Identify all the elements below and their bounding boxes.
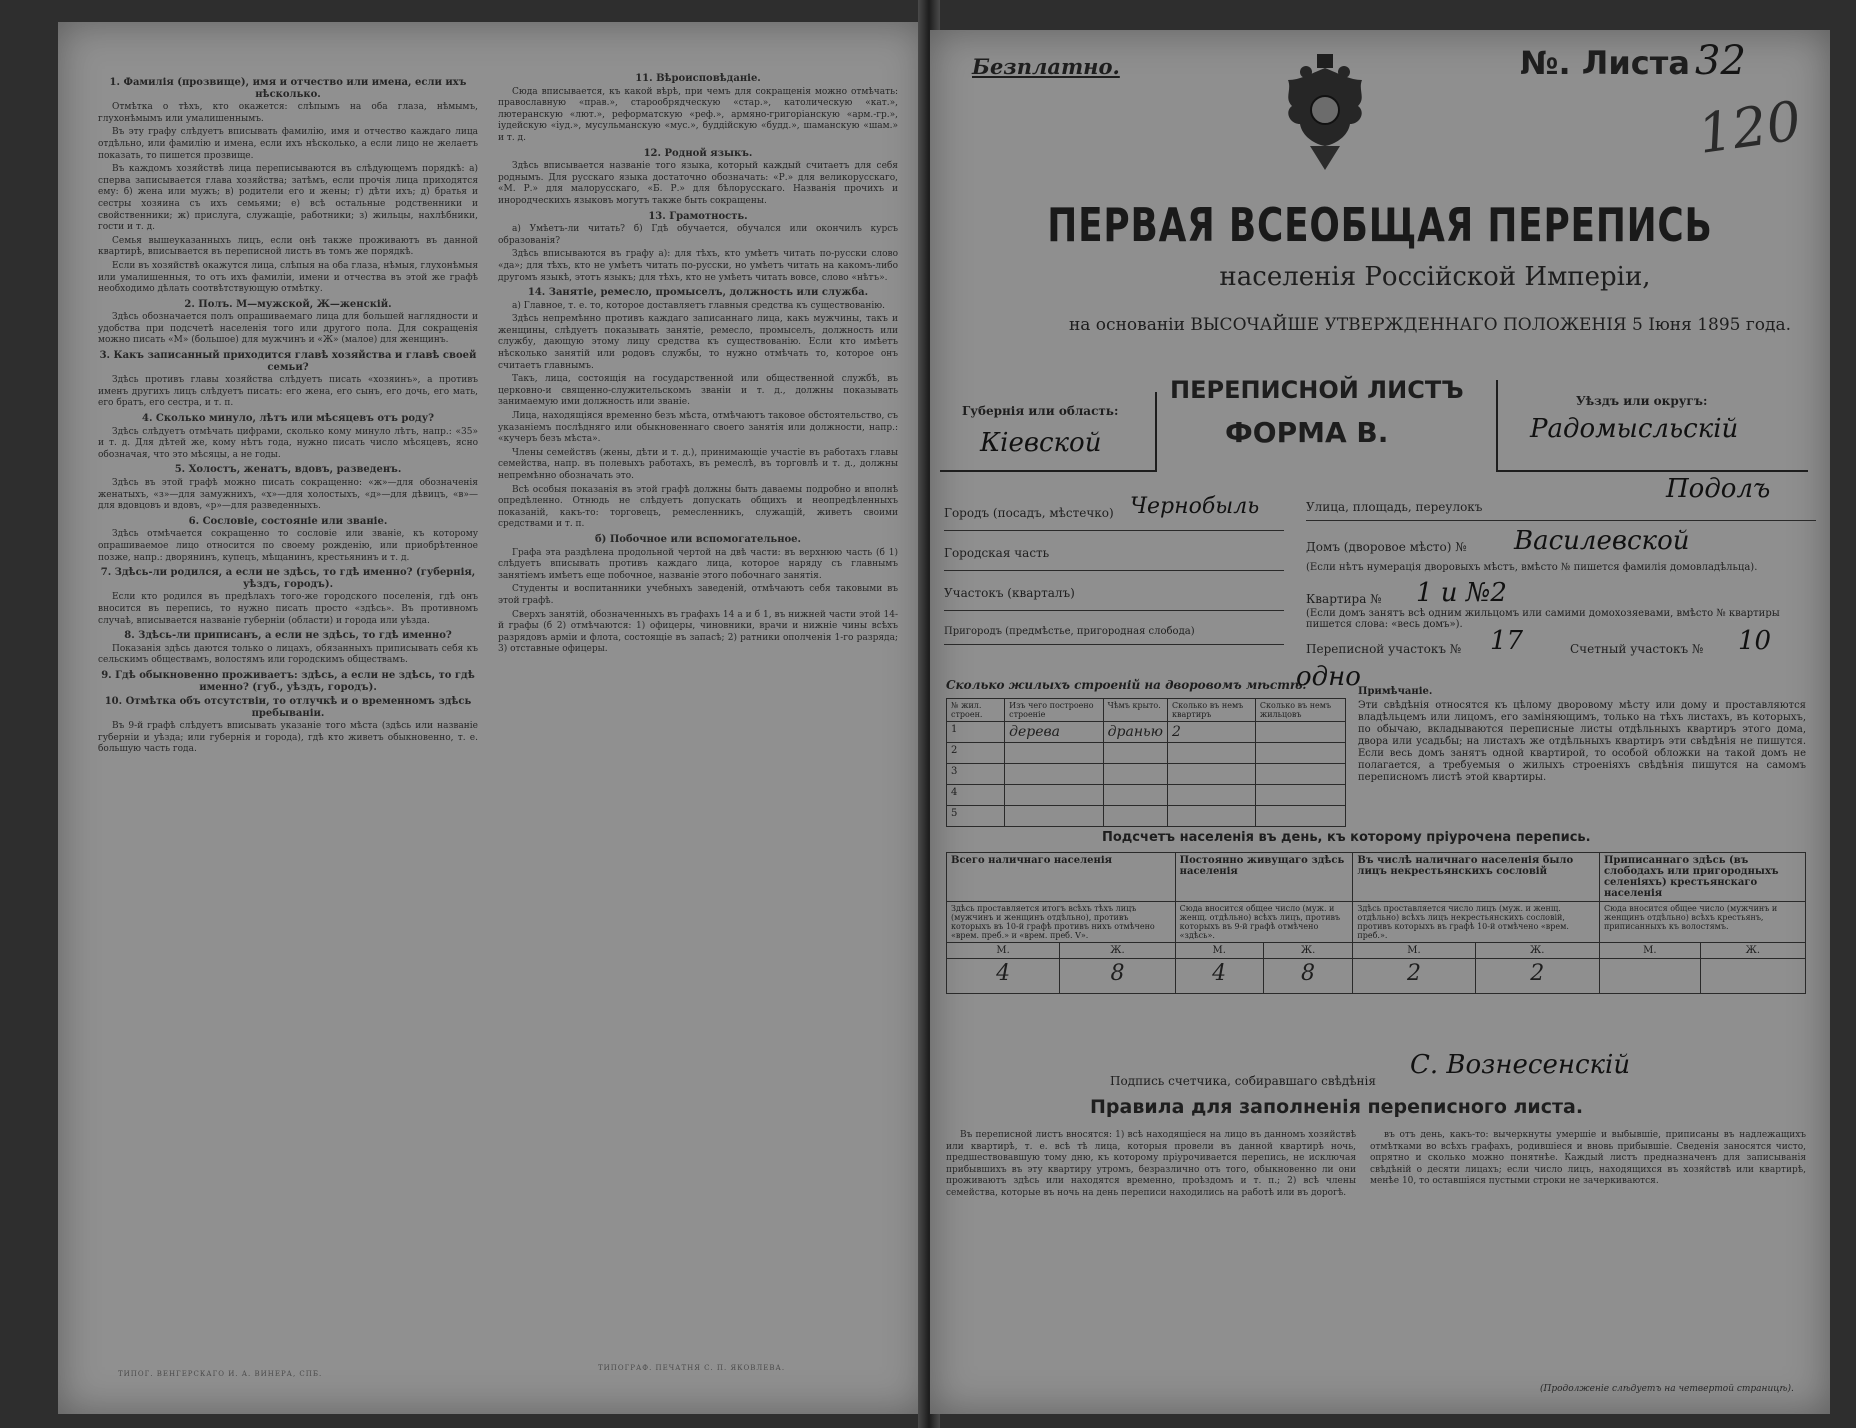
buildings-cell-n: 2 [947,743,1005,764]
mid-printer-mark: ТИПОГРАФ. ПЕЧАТНЯ С. П. ЯКОВЛЕВА. [598,1364,786,1372]
archive-number: 120 [1694,89,1805,166]
section-paragraph: Здѣсь непремѣнно противъ каждаго записаннаго лица, какъ мужчины, такъ и женщины, слѣдуетъ показывать занятіе, ремесло, промыселъ, должность или службу, дающую этому лицу средства къ существованію. Если кто имѣетъ нѣсколько занятій или родовъ службы, то нужно отмѣчать то, которое онъ считаетъ главнымъ. [498,314,898,371]
female-label: Ж. [1263,943,1353,959]
right-page [930,30,1830,1414]
buildings-cell-kv [1168,785,1256,806]
gorod-value: Чернобыль [1130,494,1260,519]
buildings-table [946,698,1346,827]
population-value-cell: 2 [1475,959,1599,994]
chast-label: Городская часть [944,546,1050,560]
section-paragraph: Семья вышеуказанныхъ лицъ, если онѣ также проживаютъ въ данной квартирѣ, вписывается въ переписной листъ въ томъ же порядкѣ. [98,235,478,258]
rules-column-1 [946,1130,1356,1400]
population-note-cell: Сюда вносится общее число (муж. и женщ. отдѣльно) всѣхъ лицъ, противъ которыхъ въ 9-й графѣ отмѣчено «здѣсь». [1175,902,1353,943]
section-heading: 10. Отмѣтка объ отсутствіи, то отлучкѣ и о временномъ здѣсь пребываніи. [104,696,472,719]
population-value-cell: 8 [1060,959,1175,994]
gorod-line [944,530,1284,531]
population-header-cell: Приписаннаго здѣсь (въ слободахъ или пригородныхъ селеніяхъ) крестьянскаго населенія [1599,853,1805,902]
section-heading: 8. Здѣсь-ли приписанъ, а если не здѣсь, то гдѣ именно? [124,630,452,642]
uezd-label: Уѣздъ или округъ: [1576,394,1708,408]
buildings-header-cell: Чѣмъ крыто. [1103,699,1167,722]
section-heading: 12. Родной языкъ. [643,147,753,159]
male-label: М. [1353,943,1475,959]
stroeniy-label: Сколько жилыхъ строеній на дворовомъ мѣстѣ: [946,678,1307,692]
signature-value: С. Вознесенскій [1410,1050,1631,1080]
population-value-cell [1599,959,1700,994]
dom-label: Домъ (дворовое мѣсто) № [1306,540,1467,554]
population-note-cell: Здѣсь проставляется число лицъ (муж. и женщ. отдѣльно) всѣхъ лицъ некрестьянскихъ сословій, противъ которыхъ въ графѣ 10-й отмѣчено «врем. преб.». [1353,902,1600,943]
section-paragraph: Если въ хозяйствѣ окажутся лица, слѣпыя на оба глаза, нѣмыя, глухонѣмыя или умалишенныя, то отъ ихъ фамиліи, имени и отчества въ этой же графѣ необходимо дѣлать соотвѣтствующую отмѣтку. [98,260,478,295]
section-paragraph: Студенты и воспитанники учебныхъ заведеній, отмѣчаютъ себя таковыми въ этой графѣ. [498,584,898,606]
population-table [946,852,1806,994]
buildings-row [947,764,1346,785]
population-value-cell: 8 [1263,959,1353,994]
buildings-row [947,806,1346,827]
section-heading: 2. Полъ. М—мужской, Ж—женскій. [184,298,392,310]
rules-text-2: въ отъ день, какъ-то: вычеркнуты умершіе и выбывшіе, приписаны въ надлежащихъ отмѣтками во всѣхъ графахъ, родившіеся и вновь прибывшіе. Сведенія заносятся чисто, опрятно и сколько можно понятнѣе. Каждый листъ предназначенъ для записыванія свѣдѣній о десяти лицахъ; если число лицъ, находящихся въ хозяйствѣ или квартирѣ, менѣе 10, то оставшіяся пустыми строки не зачеркиваются. [1370,1130,1806,1187]
buildings-cell-kv [1168,743,1256,764]
buildings-cell-material [1005,806,1104,827]
dom-value: Василевской [1514,526,1690,556]
buildings-cell-roof [1103,764,1167,785]
buildings-header-cell: Сколько въ немъ квартиръ [1168,699,1256,722]
section-paragraph: Здѣсь отмѣчается сокращенно то сословіе или званіе, къ которому опрашиваемое лицо относится по своему рожденію, или приобрѣтенное позже, напр.: дворянинъ, купецъ, мѣщанинъ, крестьянинъ и т. д. [98,529,478,563]
form-title: ФОРМА В. [1225,416,1389,449]
section-paragraph: Всѣ особыя показанія въ этой графѣ должны быть даваемы подробно и вполнѣ опредѣленно. Отнюдь не слѣдуетъ допускать общихъ и неопредѣленныхъ показаній, какъ-то: торговецъ, ремесленникъ, служащій, живетъ своими средствами и т. п. [498,484,898,530]
kvartira-label: Квартира № [1306,592,1382,606]
section-paragraph: Здѣсь вписываются въ графу а): для тѣхъ, кто умѣетъ читать по-русски слово «да»; для тѣхъ, кто не умѣетъ читать по-русски, но умѣетъ читать на какомъ-либо другомъ языкѣ, этотъ языкъ; для тѣхъ, кто не умѣетъ читать вовсе, слово «нѣтъ». [498,249,898,283]
buildings-cell-zh [1255,722,1345,743]
population-note-cell: Здѣсь проставляется итогъ всѣхъ тѣхъ лицъ (мужчинъ и женщинъ отдѣльно), противъ которыхъ въ 10-й графѣ противъ нихъ отмѣчено «врем. преб.» и «врем. преб. V». [947,902,1176,943]
perepis-uchastok-label: Переписной участокъ № [1306,642,1462,656]
buildings-cell-material: дерева [1005,722,1104,743]
section-paragraph: Показанія здѣсь даются только о лицахъ, обязанныхъ приписывать себя къ сельскимъ обществамъ, волостямъ или городскимъ обществамъ. [98,643,478,666]
population-value-cell: 4 [947,959,1060,994]
buildings-cell-zh [1255,785,1345,806]
left-printer-mark: ТИПОГ. ВЕНГЕРСКАГО И. А. ВИНЕРА, СПБ. [118,1370,323,1378]
buildings-cell-material [1005,785,1104,806]
section-paragraph: Здѣсь вписывается названіе того языка, который каждый считаетъ для себя роднымъ. Для русскаго языка достаточно обозначать: «Р.» для великорусскаго, «М. Р.» для малорусскаго, «Б. Р.» для бѣлорусскаго. Названія прочихъ и инородческихъ языковъ могутъ также быть сокращены. [498,161,898,206]
section-paragraph: Сверхъ занятій, обозначенныхъ въ графахъ 14 а и б 1, въ нижней части этой 14-й графы (б 2) отмѣчаются: 1) офицеры, чиновники, врачи и нижніе чины всѣхъ разрядовъ армiи и флота, состоящіе въ запасѣ; 2) ратники ополченія 1-го разряда; 3) отставные офицеры. [498,609,898,655]
section-heading: 3. Какъ записанный приходится главѣ хозяйства и главѣ своей семьи? [99,350,477,373]
section-heading: 13. Грамотность. [648,210,748,222]
section-heading: 4. Сколько минуло, лѣтъ или мѣсяцевъ отъ роду? [142,413,434,425]
schetny-label: Счетный участокъ № [1570,642,1704,656]
census-subtitle: населенія Россійской Имперіи, [1219,262,1651,292]
gubernia-value: Кіевской [980,428,1102,458]
population-value-cell: 4 [1175,959,1263,994]
section-paragraph: Такъ, лица, состоящія на государственной или общественной службѣ, въ церковно-и священно-служительскомъ званіи и т. д., должны показывать занимаемую ими должность или званіе. [498,374,898,408]
section-heading: 1. Фамилія (прозвище), имя и отчество или имена, если ихъ нѣсколько. [109,77,467,100]
rules-column-2 [1370,1130,1806,1380]
buildings-cell-material [1005,764,1104,785]
buildings-header-cell: № жил. строен. [947,699,1005,722]
ulitsa-label: Улица, площадь, переулокъ [1306,500,1483,514]
buildings-cell-n: 1 [947,722,1005,743]
note-title: Примѣчаніе. [1358,686,1433,697]
population-value-cell: 2 [1353,959,1475,994]
census-main-title: ПЕРВАЯ ВСЕОБЩАЯ ПЕРЕПИСЬ [1047,198,1713,252]
buildings-cell-roof: дранью [1103,722,1167,743]
population-value-cell [1700,959,1805,994]
population-title: Подсчетъ населенія въ день, къ которому пріурочена перепись. [1102,830,1591,845]
sheet-number-label: №. Листа [1520,44,1690,82]
male-label: М. [1599,943,1700,959]
uchastok-line [944,610,1284,611]
section-heading: 14. Занятіе, ремесло, промыселъ, должность или служба. [527,287,869,299]
buildings-row [947,785,1346,806]
section-paragraph: а) Главное, т. е. то, которое доставляетъ главныя средства къ существованію. [512,300,885,311]
signature-label: Подпись счетчика, собиравшаго свѣдѣнія [1110,1074,1376,1088]
buildings-cell-n: 4 [947,785,1005,806]
buildings-cell-kv: 2 [1168,722,1256,743]
section-heading: 6. Сословіе, состояніе или званіе. [188,515,388,527]
imperial-eagle-emblem [1270,50,1380,180]
section-paragraph: Лица, находящіяся временно безъ мѣста, отмѣчаютъ таковое обстоятельство, съ указаніемъ послѣдняго или обыкновеннаго своего занятія или должности, напр.: «кучеръ безъ мѣста». [498,411,898,445]
buildings-header-cell: Сколько въ немъ жильцовъ [1255,699,1345,722]
rules-continuation: (Продолженіе слѣдуетъ на четвертой страницѣ). [1540,1384,1794,1394]
schetny-value: 10 [1738,626,1772,656]
section-paragraph: Графа эта раздѣлена продольной чертой на двѣ части: въ верхнюю часть (б 1) слѣдуетъ вписывать противъ каждаго лица, которое наряду съ главнымъ занятіемъ имѣетъ еще побочное, названіе этого побочнаго занятія. [498,547,898,581]
uezd-value: Радомысльскій [1530,414,1739,444]
buildings-cell-kv [1168,764,1256,785]
ulitsa-line [1306,520,1816,521]
buildings-row [947,722,1346,743]
population-note-cell: Сюда вносится общее число (мужчинъ и женщинъ отдѣльно) всѣхъ крестьянъ, приписанныхъ къ волостямъ. [1599,902,1805,943]
female-label: Ж. [1060,943,1175,959]
sheet-number-value: 32 [1695,38,1746,84]
male-label: М. [947,943,1060,959]
section-paragraph: Въ 9-й графѣ слѣдуетъ вписывать указаніе того мѣста (здѣсь или названіе губерніи и уѣзда; или губернія и города), гдѣ кто живетъ обыкновенно, т. е. большую часть года. [98,721,478,755]
gorod-label: Городъ (посадъ, мѣстечко) [944,506,1114,520]
prigorod-line [944,644,1284,645]
section-paragraph: Въ эту графу слѣдуетъ вписывать фамилію, имя и отчество каждаго лица отдѣльно, или фамилію и имена, если ихъ нѣсколько, а если лицо не желаетъ показать, то пишется прозвище. [98,127,478,161]
stroeniy-value: одно [1296,662,1361,692]
population-header-cell: Въ числѣ наличнаго населенія было лицъ некрестьянскихъ сословій [1353,853,1600,902]
buildings-cell-roof [1103,806,1167,827]
section-heading: б) Побочное или вспомогательное. [594,533,802,545]
left-page-column-1 [98,74,478,1374]
left-page [58,22,926,1414]
perepis-uchastok-value: 17 [1490,626,1524,656]
section-paragraph: Если кто родился въ предѣлахъ того-же городского поселенія, гдѣ онъ вносится въ перепись, то нужно писать просто «здѣсь». Въ противномъ случаѣ, вписывается названіе губерніи (области) и города или уѣзда. [98,592,478,626]
section-paragraph: Здѣсь слѣдуетъ отмѣчать цифрами, сколько кому минуло лѣтъ, напр.: «35» и т. д. Для дѣтей же, кому нѣтъ года, нужно писать число мѣсяцевъ, ясно обозначая, что это мѣсяцы, а не годы. [98,426,478,460]
population-header-cell: Постоянно живущаго здѣсь населенія [1175,853,1353,902]
left-page-column-2 [498,70,898,1370]
buildings-header-cell: Изъ чего построено строеніе [1005,699,1104,722]
buildings-cell-zh [1255,764,1345,785]
ulitsa-value: Подолъ [1666,474,1771,504]
free-label: Безплатно. [972,54,1120,79]
buildings-cell-zh [1255,743,1345,764]
buildings-cell-kv [1168,806,1256,827]
section-paragraph: Здѣсь противъ главы хозяйства слѣдуетъ писать «хозяинъ», а противъ именъ другихъ лицъ слѣдуетъ писать: его жена, его сынъ, его дочь, его мать, его братъ, его сестра, и т. п. [98,375,478,409]
buildings-row [947,743,1346,764]
sheet-title: ПЕРЕПИСНОЙ ЛИСТЪ [1170,376,1464,404]
buildings-cell-n: 3 [947,764,1005,785]
note-text: Эти свѣдѣнія относятся къ цѣлому дворовому мѣсту или дому и проставляются владѣльцемъ или лицомъ, его заміняющимъ, только на тѣхъ листахъ, въ которыхъ, по обычаю, вкладываются переписные листы отдѣльныхъ квартиръ этого дома, двора или усадьбы; на листахъ же отдѣльныхъ квартиръ эти свѣдѣнія не пишутся. Если весь домъ занятъ одной квартирой, то особой обложки на такой домъ не полагается, а требуемыя о жилыхъ строеніяхъ свѣдѣнія пишутся на самомъ переписномъ листѣ этой квартиры. [1358,700,1806,783]
buildings-cell-roof [1103,743,1167,764]
buildings-cell-n: 5 [947,806,1005,827]
section-heading: 11. Вѣроисповѣданіе. [635,73,761,84]
census-basis: на основаніи ВЫСОЧАЙШЕ УТВЕРЖДЕННАГО ПОЛОЖЕНІЯ 5 Іюня 1895 года. [1068,315,1792,335]
section-paragraph: а) Умѣетъ-ли читать? б) Гдѣ обучается, обучался или окончилъ курсъ образованія? [498,224,898,246]
dom-note: (Если нѣтъ нумерація дворовыхъ мѣстъ, вмѣсто № пишется фамилія домовладѣльца). [1306,562,1758,573]
male-label: М. [1175,943,1263,959]
section-paragraph: Здѣсь обозначается полъ опрашиваемаго лица для большей наглядности и удобства при подсчетѣ населенія того или другого пола. Для сокращенія можно писать «М» (большое) для мужчинъ и «Ж» (малое) для женщинъ. [98,312,478,346]
section-paragraph: Въ каждомъ хозяйствѣ лица переписываются въ слѣдующемъ порядкѣ: а) сперва записывается глава хозяйства; затѣмъ, если прочія лица приходятся ему: б) жена или мужъ; в) родители его и жены; г) дѣти ихъ; д) братья и сестры хозяина съ ихъ семьями; е) всѣ остальные родственники и свойственники; ж) прислуга, служащіе, работники; з) жильцы, нахлѣбники, гости и т. д. [98,164,478,233]
chast-line [944,570,1284,571]
kvartira-value: 1 и №2 [1416,578,1507,608]
section-paragraph: Сюда вписывается, къ какой вѣрѣ, при чемъ для сокращенія можно отмѣчать: православную «прав.», старообрядческую «стар.», католическую «кат.», лютеранскую «лют.», реформатскую «реф.», армяно-григоріанскую «арм.-гр.», іудейскую «іуд.», мусульманскую «мус.», буддійскую «будд.», шаманскую «шам.» и т. д. [498,86,898,143]
buildings-cell-zh [1255,806,1345,827]
rules-title: Правила для заполненія переписного листа. [1090,1096,1584,1118]
prigorod-label: Пригородъ (предмѣстье, пригородная слобода) [944,626,1195,637]
female-label: Ж. [1700,943,1805,959]
section-paragraph: Члены семействъ (жены, дѣти и т. д.), принимающіе участіе въ работахъ главы семейства, напр. въ полевыхъ работахъ, въ ремеслѣ, въ торговлѣ и т. д., должны непремѣнно обозначать это. [498,447,898,481]
gubernia-label: Губернія или область: [962,404,1119,418]
female-label: Ж. [1475,943,1599,959]
section-heading: 9. Гдѣ обыкновенно проживаетъ: здѣсь, а если не здѣсь, то гдѣ именно? (губ., уѣздъ, городъ). [101,669,475,693]
rules-text-1: Въ переписной листъ вносятся: 1) всѣ находящіеся на лицо въ данномъ хозяйствѣ или квартирѣ, т. е. всѣ тѣ лица, которыя провели въ данной квартирѣ ночь, предшествовавшую тому дню, къ которому пріурочивается перепись, не исключая прибывшихъ въ эту квартиру утромъ, безразлично отъ того, обыкновенно ли они проживаютъ здѣсь или находятся временно, проѣздомъ и т. п.; 2) всѣ члены семейства, которые въ ночь на день переписи находились на работѣ или въ дорогѣ. [946,1130,1356,1198]
buildings-cell-material [1005,743,1104,764]
section-heading: 7. Здѣсь-ли родился, а если не здѣсь, то гдѣ именно? (губернія, уѣздъ, городъ). [100,567,476,590]
section-paragraph: Здѣсь въ этой графѣ можно писать сокращенно: «ж»—для обозначенія женатыхъ, «з»—для замужнихъ, «х»—для холостыхъ, «д»—для дѣвицъ, «в»—для вдовцовъ и вдовъ, «р»—для разведенныхъ. [98,478,478,512]
population-header-cell: Всего наличнаго населенія [947,853,1176,902]
buildings-cell-roof [1103,785,1167,806]
section-heading: 5. Холостъ, женатъ, вдовъ, разведенъ. [174,464,402,476]
section-paragraph: Отмѣтка о тѣхъ, кто окажется: слѣпымъ на оба глаза, нѣмымъ, глухонѣмымъ или умалишеннымъ. [98,102,478,124]
uchastok-label: Участокъ (кварталъ) [944,586,1075,600]
kvartira-note: (Если домъ занятъ всѣ одним жильцомъ или самими домохозяевами, вмѣсто № квартиры пишется слова: «весь домъ»). [1306,608,1780,630]
